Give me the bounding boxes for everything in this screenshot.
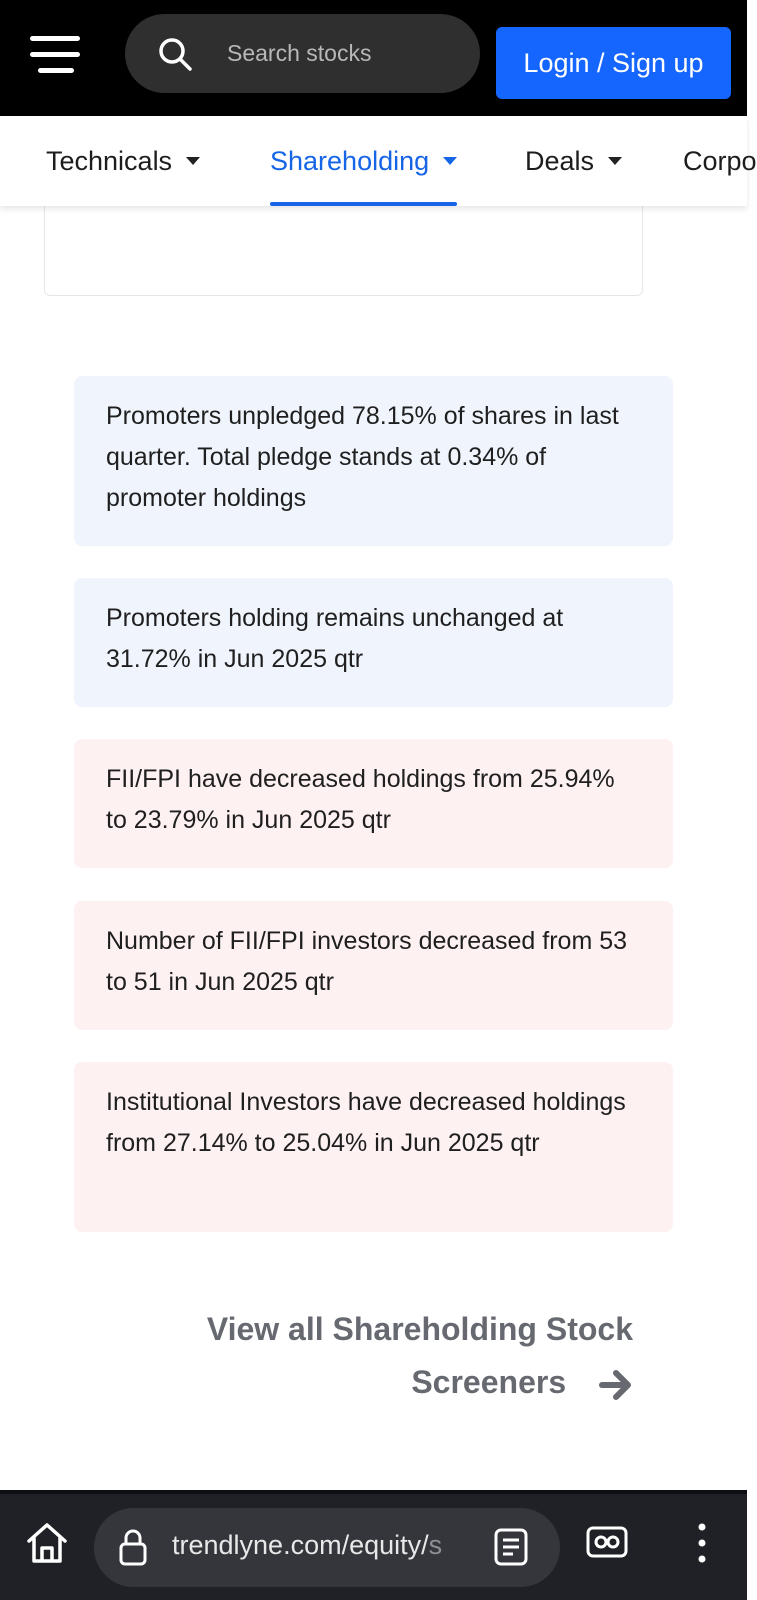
tab-deals[interactable] <box>525 116 622 206</box>
tab-shareholding[interactable] <box>270 116 457 206</box>
home-icon[interactable] <box>24 1520 70 1566</box>
link-line-1: View all Shareholding Stock <box>206 1311 633 1347</box>
url-main: trendlyne.com/equity/ <box>172 1530 429 1560</box>
insight-card <box>74 578 673 707</box>
tab-technicals[interactable] <box>46 116 200 206</box>
tab-label: Deals <box>525 145 595 176</box>
insight-text: FII/FPI have decreased holdings from 25.94% to 23.79% in Jun 2025 qtr <box>106 765 615 834</box>
reader-mode-icon[interactable] <box>494 1528 528 1566</box>
insight-text: Number of FII/FPI investors decreased from 53 to 51 in Jun 2025 qtr <box>106 927 628 996</box>
tab-label: Shareholding <box>270 145 430 176</box>
link-line-2: Screeners <box>411 1364 567 1400</box>
insight-card <box>74 739 673 868</box>
search-icon <box>157 36 193 72</box>
caret-down-icon <box>608 157 622 165</box>
tabs-icon[interactable] <box>585 1520 629 1564</box>
insight-card <box>74 376 673 546</box>
insight-text: Promoters unpledged 78.15% of shares in last quarter. Total pledge stands at 0.34% of promoter holdings <box>106 402 619 512</box>
url-faded: s <box>428 1530 443 1560</box>
tab-label: Technicals <box>46 145 173 176</box>
insight-card <box>74 1062 673 1232</box>
section-tabs <box>0 116 757 206</box>
search-placeholder: Search stocks <box>227 40 372 66</box>
insight-text: Promoters holding remains unchanged at 31.72% in Jun 2025 qtr <box>106 604 564 673</box>
tab-corporate[interactable] <box>683 116 757 206</box>
menu-icon[interactable] <box>30 30 88 80</box>
insight-text: Institutional Investors have decreased holdings from 27.14% to 25.04% in Jun 2025 qtr <box>106 1088 626 1157</box>
view-all-screeners-link[interactable] <box>150 1303 633 1409</box>
lock-icon <box>118 1527 148 1567</box>
arrow-right-icon <box>599 1369 633 1401</box>
more-menu-icon[interactable] <box>690 1520 714 1566</box>
address-bar[interactable] <box>94 1508 560 1587</box>
top-header <box>0 0 747 116</box>
caret-down-icon <box>443 157 457 165</box>
browser-toolbar <box>0 1490 747 1600</box>
url-text <box>172 1530 468 1561</box>
caret-down-icon <box>186 157 200 165</box>
insight-card <box>74 901 673 1030</box>
search-input[interactable] <box>125 14 480 93</box>
login-signup-button[interactable]: Login / Sign up <box>496 27 731 99</box>
tab-label: Corpo <box>683 145 757 176</box>
